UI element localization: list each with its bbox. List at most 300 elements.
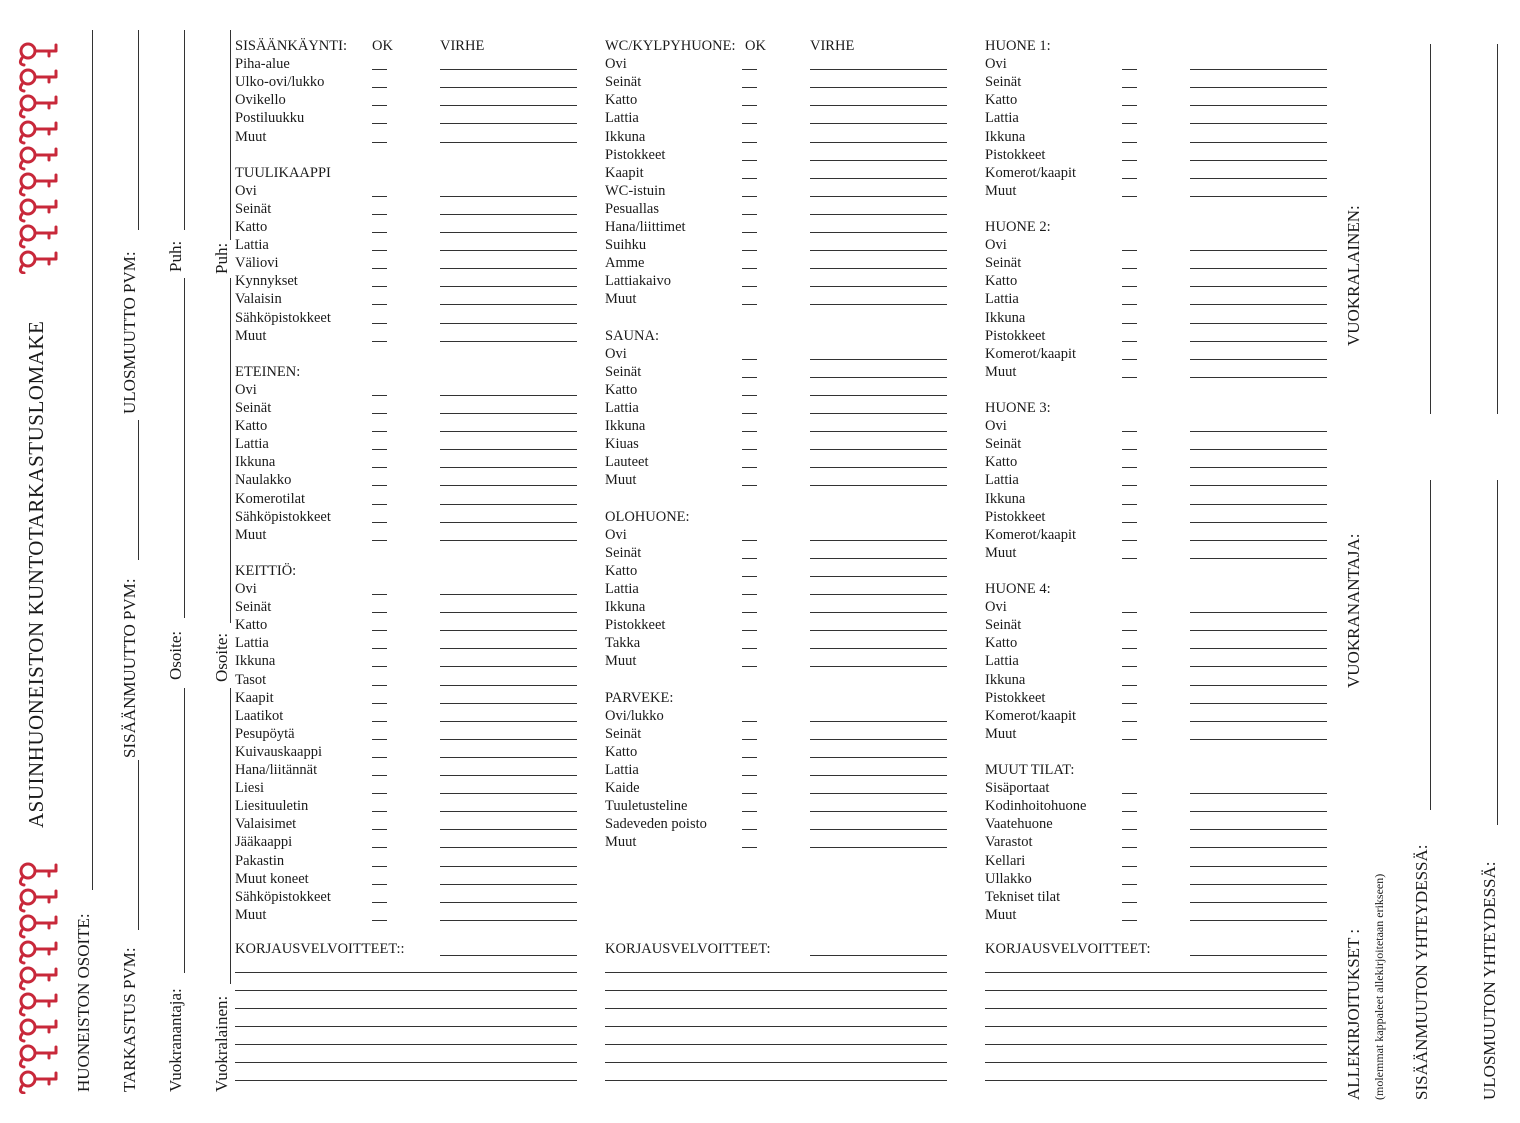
error-note-line[interactable]	[1190, 540, 1327, 541]
ok-checkbox-line[interactable]	[1122, 829, 1137, 830]
repair-obligations-line[interactable]	[235, 972, 577, 973]
tenant-signature-line-2[interactable]	[1497, 44, 1498, 414]
landlord-signature-line[interactable]	[1430, 480, 1431, 810]
ok-checkbox-line[interactable]	[742, 558, 757, 559]
ok-checkbox-line[interactable]	[372, 920, 387, 921]
ok-checkbox-line[interactable]	[742, 540, 757, 541]
error-note-line[interactable]	[810, 196, 947, 197]
error-note-line[interactable]	[440, 739, 577, 740]
error-note-line[interactable]	[440, 286, 577, 287]
ok-checkbox-line[interactable]	[372, 431, 387, 432]
ok-checkbox-line[interactable]	[372, 304, 387, 305]
error-note-line[interactable]	[1190, 178, 1327, 179]
error-note-line[interactable]	[810, 594, 947, 595]
ok-checkbox-line[interactable]	[742, 431, 757, 432]
error-note-line[interactable]	[1190, 721, 1327, 722]
ok-checkbox-line[interactable]	[742, 196, 757, 197]
section-title: WC/KYLPYHUONE:	[605, 38, 736, 54]
error-note-line[interactable]	[440, 630, 577, 631]
ok-checkbox-line[interactable]	[372, 685, 387, 686]
tenant-signature-label: VUOKRALAINEN:	[1344, 205, 1363, 346]
checklist-item: Ikkuna	[605, 599, 646, 616]
error-note-line[interactable]	[810, 142, 947, 143]
error-note-line[interactable]	[1190, 341, 1327, 342]
checklist-item: Muut	[605, 834, 637, 851]
repair-obligations-line[interactable]	[985, 1026, 1327, 1027]
ok-checkbox-line[interactable]	[372, 775, 387, 776]
ok-checkbox-line[interactable]	[372, 214, 387, 215]
repair-obligations-line[interactable]	[985, 1080, 1327, 1081]
ok-checkbox-line[interactable]	[742, 377, 757, 378]
error-note-line[interactable]	[810, 431, 947, 432]
ok-checkbox-line[interactable]	[372, 522, 387, 523]
checklist-item: Lattia	[605, 400, 639, 416]
ok-checkbox-line[interactable]	[1122, 721, 1137, 722]
tenant-line[interactable]	[230, 688, 231, 984]
repair-obligations-line[interactable]	[985, 1008, 1327, 1009]
error-note-line[interactable]	[1190, 793, 1327, 794]
error-note-line[interactable]	[1190, 884, 1327, 885]
ok-checkbox-line[interactable]	[1122, 866, 1137, 867]
error-note-line[interactable]	[810, 485, 947, 486]
landlord-line[interactable]	[184, 688, 185, 973]
ok-checkbox-line[interactable]	[372, 449, 387, 450]
error-note-line[interactable]	[1190, 431, 1327, 432]
error-note-line[interactable]	[1190, 811, 1327, 812]
error-note-line[interactable]	[1190, 666, 1327, 667]
error-note-line[interactable]	[1190, 866, 1327, 867]
error-note-line[interactable]	[440, 866, 577, 867]
error-note-line[interactable]	[1190, 377, 1327, 378]
error-note-line[interactable]	[1190, 323, 1327, 324]
checklist-item: Ovi	[605, 526, 627, 543]
ok-checkbox-line[interactable]	[1122, 142, 1137, 143]
error-note-line[interactable]	[440, 829, 577, 830]
ok-checkbox-line[interactable]	[372, 87, 387, 88]
ok-checkbox-line[interactable]	[372, 612, 387, 613]
error-note-line[interactable]	[810, 87, 947, 88]
checklist-item: Ikkuna	[985, 309, 1026, 326]
inspection-date-line[interactable]	[138, 760, 139, 930]
ok-checkbox-line[interactable]	[1122, 359, 1137, 360]
error-note-line[interactable]	[810, 558, 947, 559]
repair-obligations-line[interactable]	[605, 1026, 947, 1027]
ok-checkbox-line[interactable]	[372, 594, 387, 595]
ok-checkbox-line[interactable]	[1122, 304, 1137, 305]
ok-checkbox-line[interactable]	[742, 304, 757, 305]
ok-checkbox-line[interactable]	[372, 739, 387, 740]
ok-checkbox-line[interactable]	[1122, 558, 1137, 559]
error-note-line[interactable]	[440, 214, 577, 215]
ok-checkbox-line[interactable]	[742, 449, 757, 450]
checklist-item: Sadeveden poisto	[605, 816, 707, 833]
error-note-line[interactable]	[810, 847, 947, 848]
repair-obligations-line[interactable]	[985, 1044, 1327, 1045]
error-note-line[interactable]	[440, 522, 577, 523]
ok-checkbox-line[interactable]	[742, 467, 757, 468]
ok-checkbox-line[interactable]	[1122, 485, 1137, 486]
ok-checkbox-line[interactable]	[1122, 268, 1137, 269]
ok-checkbox-line[interactable]	[1122, 920, 1137, 921]
error-note-line[interactable]	[1190, 87, 1327, 88]
error-note-line[interactable]	[440, 504, 577, 505]
ok-checkbox-line[interactable]	[1122, 196, 1137, 197]
error-note-line[interactable]	[810, 160, 947, 161]
section-title: OLOHUONE:	[605, 508, 690, 525]
repair-obligations-line[interactable]	[1190, 955, 1327, 956]
ok-checkbox-line[interactable]	[372, 902, 387, 903]
error-note-line[interactable]	[810, 793, 947, 794]
ok-checkbox-line[interactable]	[1122, 123, 1137, 124]
ok-checkbox-line[interactable]	[1122, 160, 1137, 161]
repair-obligations-line[interactable]	[235, 1044, 577, 1045]
error-note-line[interactable]	[1190, 105, 1327, 106]
error-note-line[interactable]	[440, 232, 577, 233]
error-note-line[interactable]	[440, 395, 577, 396]
error-note-line[interactable]	[810, 811, 947, 812]
apartment-address-line[interactable]	[92, 30, 93, 890]
checklist-item: Hana/liitännät	[235, 762, 318, 778]
error-note-line[interactable]	[810, 232, 947, 233]
repair-obligations-line[interactable]	[235, 990, 577, 991]
ok-checkbox-line[interactable]	[1122, 847, 1137, 848]
checklist-item: Pesupöytä	[235, 725, 295, 742]
ok-checkbox-line[interactable]	[742, 648, 757, 649]
ok-checkbox-line[interactable]	[1122, 540, 1137, 541]
ok-checkbox-line[interactable]	[742, 359, 757, 360]
move-in-date-label: SISÄÄNMUUTTO PVM:	[120, 578, 139, 758]
error-note-line[interactable]	[440, 775, 577, 776]
checklist-item: Pistokkeet	[605, 146, 666, 163]
error-note-line[interactable]	[440, 721, 577, 722]
repair-obligations-line[interactable]	[235, 1080, 577, 1081]
ok-checkbox-line[interactable]	[742, 594, 757, 595]
error-note-line[interactable]	[1190, 739, 1327, 740]
error-note-line[interactable]	[440, 884, 577, 885]
error-note-line[interactable]	[440, 811, 577, 812]
ok-checkbox-line[interactable]	[742, 612, 757, 613]
error-note-line[interactable]	[440, 666, 577, 667]
ok-checkbox-line[interactable]	[372, 413, 387, 414]
ok-checkbox-line[interactable]	[1122, 504, 1137, 505]
repair-obligations-line[interactable]	[810, 955, 947, 956]
error-note-line[interactable]	[810, 739, 947, 740]
ok-checkbox-line[interactable]	[372, 268, 387, 269]
ok-checkbox-line[interactable]	[1122, 431, 1137, 432]
ok-checkbox-line[interactable]	[1122, 286, 1137, 287]
error-note-line[interactable]	[810, 105, 947, 106]
ok-checkbox-line[interactable]	[742, 811, 757, 812]
tenant-address-line[interactable]	[230, 278, 231, 623]
error-note-line[interactable]	[440, 431, 577, 432]
ok-checkbox-line[interactable]	[742, 666, 757, 667]
ok-checkbox-line[interactable]	[372, 648, 387, 649]
ok-checkbox-line[interactable]	[742, 232, 757, 233]
error-note-line[interactable]	[440, 793, 577, 794]
ok-checkbox-line[interactable]	[742, 757, 757, 758]
ok-checkbox-line[interactable]	[742, 178, 757, 179]
error-note-line[interactable]	[440, 142, 577, 143]
error-note-line[interactable]	[810, 757, 947, 758]
error-note-line[interactable]	[1190, 504, 1327, 505]
ok-checkbox-line[interactable]	[742, 413, 757, 414]
error-note-line[interactable]	[810, 467, 947, 468]
repair-obligations-line[interactable]	[235, 1008, 577, 1009]
ok-checkbox-line[interactable]	[1122, 630, 1137, 631]
tenant-signature-line[interactable]	[1430, 44, 1431, 414]
repair-obligations-line[interactable]	[605, 1062, 947, 1063]
error-note-line[interactable]	[1190, 847, 1327, 848]
error-note-line[interactable]	[1190, 648, 1327, 649]
ok-checkbox-line[interactable]	[372, 757, 387, 758]
landlord-address-line[interactable]	[184, 278, 185, 618]
inspection-date-label: TARKASTUS PVM:	[120, 947, 139, 1092]
error-note-line[interactable]	[1190, 703, 1327, 704]
error-note-line[interactable]	[810, 214, 947, 215]
error-note-line[interactable]	[440, 87, 577, 88]
error-note-line[interactable]	[440, 413, 577, 414]
error-note-line[interactable]	[810, 630, 947, 631]
error-note-line[interactable]	[1190, 685, 1327, 686]
ok-checkbox-line[interactable]	[1122, 341, 1137, 342]
repair-obligations-line[interactable]	[605, 990, 947, 991]
error-note-line[interactable]	[440, 612, 577, 613]
error-note-line[interactable]	[1190, 829, 1327, 830]
tenant-phone-label: Puh:	[212, 242, 231, 274]
error-note-line[interactable]	[810, 268, 947, 269]
ok-checkbox-line[interactable]	[742, 87, 757, 88]
error-note-line[interactable]	[440, 449, 577, 450]
ok-checkbox-line[interactable]	[1122, 739, 1137, 740]
ok-checkbox-line[interactable]	[372, 485, 387, 486]
landlord-signature-line-2[interactable]	[1497, 480, 1498, 825]
ok-checkbox-line[interactable]	[372, 884, 387, 885]
ok-checkbox-line[interactable]	[1122, 178, 1137, 179]
move-in-date-line[interactable]	[138, 420, 139, 560]
ok-checkbox-line[interactable]	[372, 630, 387, 631]
repair-obligations-line[interactable]	[605, 972, 947, 973]
ok-checkbox-line[interactable]	[742, 69, 757, 70]
ok-checkbox-line[interactable]	[372, 323, 387, 324]
error-note-line[interactable]	[440, 757, 577, 758]
error-note-line[interactable]	[440, 123, 577, 124]
error-note-line[interactable]	[1190, 522, 1327, 523]
error-note-line[interactable]	[810, 721, 947, 722]
checklist-item: Ikkuna	[605, 418, 646, 435]
ok-checkbox-line[interactable]	[372, 847, 387, 848]
repair-obligations-line[interactable]	[985, 990, 1327, 991]
error-note-line[interactable]	[440, 105, 577, 106]
ok-checkbox-line[interactable]	[372, 395, 387, 396]
ok-checkbox-line[interactable]	[742, 214, 757, 215]
ok-checkbox-line[interactable]	[742, 485, 757, 486]
ok-checkbox-line[interactable]	[742, 268, 757, 269]
ok-checkbox-line[interactable]	[1122, 666, 1137, 667]
ok-checkbox-line[interactable]	[1122, 449, 1137, 450]
error-note-line[interactable]	[440, 304, 577, 305]
ok-checkbox-line[interactable]	[372, 286, 387, 287]
ok-checkbox-line[interactable]	[372, 721, 387, 722]
ok-checkbox-line[interactable]	[372, 666, 387, 667]
ok-checkbox-line[interactable]	[372, 829, 387, 830]
section-title: PARVEKE:	[605, 689, 674, 706]
ok-checkbox-line[interactable]	[742, 576, 757, 577]
error-note-line[interactable]	[1190, 902, 1327, 903]
ok-checkbox-line[interactable]	[1122, 902, 1137, 903]
repair-obligations-line[interactable]	[235, 1062, 577, 1063]
error-note-line[interactable]	[440, 323, 577, 324]
ok-checkbox-line[interactable]	[372, 703, 387, 704]
error-note-line[interactable]	[810, 359, 947, 360]
error-note-line[interactable]	[810, 395, 947, 396]
error-note-line[interactable]	[810, 449, 947, 450]
ok-checkbox-line[interactable]	[372, 250, 387, 251]
error-note-line[interactable]	[1190, 160, 1327, 161]
ok-checkbox-line[interactable]	[1122, 703, 1137, 704]
tenant-phone-line[interactable]	[230, 30, 231, 240]
ok-checkbox-line[interactable]	[1122, 105, 1137, 106]
ok-checkbox-line[interactable]	[742, 250, 757, 251]
checklist-item: Tuuletusteline	[605, 798, 688, 815]
error-note-line[interactable]	[810, 648, 947, 649]
ok-checkbox-line[interactable]	[742, 630, 757, 631]
ok-checkbox-line[interactable]	[1122, 612, 1137, 613]
error-note-line[interactable]	[810, 178, 947, 179]
ok-checkbox-line[interactable]	[372, 341, 387, 342]
error-note-line[interactable]	[1190, 142, 1327, 143]
error-note-line[interactable]	[810, 775, 947, 776]
move-out-date-line[interactable]	[138, 30, 139, 230]
landlord-phone-line[interactable]	[184, 30, 185, 230]
error-note-line[interactable]	[1190, 268, 1327, 269]
error-note-line[interactable]	[1190, 449, 1327, 450]
repair-obligations-line[interactable]	[440, 955, 577, 956]
ok-checkbox-line[interactable]	[372, 793, 387, 794]
ok-checkbox-line[interactable]	[742, 775, 757, 776]
ok-checkbox-line[interactable]	[1122, 69, 1137, 70]
ok-checkbox-line[interactable]	[372, 811, 387, 812]
ok-checkbox-line[interactable]	[742, 123, 757, 124]
error-note-line[interactable]	[1190, 359, 1327, 360]
ok-checkbox-line[interactable]	[742, 829, 757, 830]
error-note-line[interactable]	[810, 576, 947, 577]
ok-checkbox-line[interactable]	[372, 866, 387, 867]
ok-checkbox-line[interactable]	[1122, 377, 1137, 378]
ok-checkbox-line[interactable]	[742, 286, 757, 287]
error-note-line[interactable]	[1190, 630, 1327, 631]
error-note-line[interactable]	[440, 196, 577, 197]
ok-checkbox-line[interactable]	[1122, 87, 1137, 88]
error-note-line[interactable]	[440, 69, 577, 70]
error-note-line[interactable]	[440, 540, 577, 541]
checklist-item: Ikkuna	[605, 128, 646, 145]
error-note-line[interactable]	[1190, 612, 1327, 613]
error-note-line[interactable]	[440, 920, 577, 921]
error-note-line[interactable]	[810, 612, 947, 613]
error-note-line[interactable]	[810, 250, 947, 251]
error-note-line[interactable]	[440, 703, 577, 704]
ok-checkbox-line[interactable]	[742, 160, 757, 161]
repair-obligations-line[interactable]	[985, 1062, 1327, 1063]
ok-checkbox-line[interactable]	[1122, 522, 1137, 523]
section-title: SISÄÄNKÄYNTI:	[235, 38, 347, 54]
ok-checkbox-line[interactable]	[742, 847, 757, 848]
error-note-line[interactable]	[440, 594, 577, 595]
ok-checkbox-line[interactable]	[1122, 811, 1137, 812]
ok-checkbox-line[interactable]	[1122, 250, 1137, 251]
error-note-line[interactable]	[1190, 196, 1327, 197]
error-note-line[interactable]	[440, 685, 577, 686]
ok-checkbox-line[interactable]	[372, 123, 387, 124]
ok-checkbox-line[interactable]	[372, 142, 387, 143]
error-note-line[interactable]	[1190, 286, 1327, 287]
error-note-line[interactable]	[440, 250, 577, 251]
repair-obligations-line[interactable]	[605, 1080, 947, 1081]
error-note-line[interactable]	[1190, 467, 1327, 468]
ok-checkbox-line[interactable]	[742, 142, 757, 143]
error-note-line[interactable]	[440, 268, 577, 269]
error-note-line[interactable]	[1190, 485, 1327, 486]
error-note-line[interactable]	[440, 485, 577, 486]
error-note-line[interactable]	[810, 69, 947, 70]
error-note-line[interactable]	[1190, 123, 1327, 124]
ok-checkbox-line[interactable]	[372, 232, 387, 233]
error-note-line[interactable]	[810, 123, 947, 124]
ok-checkbox-line[interactable]	[372, 540, 387, 541]
ok-checkbox-line[interactable]	[1122, 793, 1137, 794]
error-note-line[interactable]	[1190, 558, 1327, 559]
error-note-line[interactable]	[810, 666, 947, 667]
ok-checkbox-line[interactable]	[742, 793, 757, 794]
repair-obligations-line[interactable]	[985, 972, 1327, 973]
ok-checkbox-line[interactable]	[372, 69, 387, 70]
ok-checkbox-line[interactable]	[372, 105, 387, 106]
ok-checkbox-line[interactable]	[1122, 323, 1137, 324]
ok-checkbox-line[interactable]	[1122, 685, 1137, 686]
ok-checkbox-line[interactable]	[1122, 648, 1137, 649]
error-note-line[interactable]	[1190, 69, 1327, 70]
ok-checkbox-line[interactable]	[1122, 467, 1137, 468]
repair-obligations-line[interactable]	[605, 1044, 947, 1045]
ok-checkbox-line[interactable]	[742, 105, 757, 106]
error-note-line[interactable]	[1190, 304, 1327, 305]
error-note-line[interactable]	[440, 467, 577, 468]
error-note-line[interactable]	[810, 829, 947, 830]
error-note-line[interactable]	[1190, 920, 1327, 921]
ok-checkbox-line[interactable]	[372, 467, 387, 468]
ok-checkbox-line[interactable]	[372, 504, 387, 505]
error-note-line[interactable]	[440, 648, 577, 649]
ok-checkbox-line[interactable]	[372, 196, 387, 197]
error-note-line[interactable]	[440, 341, 577, 342]
repair-obligations-line[interactable]	[605, 1008, 947, 1009]
error-note-line[interactable]	[810, 413, 947, 414]
error-note-line[interactable]	[440, 902, 577, 903]
error-note-line[interactable]	[810, 540, 947, 541]
error-note-line[interactable]	[810, 304, 947, 305]
error-note-line[interactable]	[810, 377, 947, 378]
ok-checkbox-line[interactable]	[742, 721, 757, 722]
error-note-line[interactable]	[1190, 250, 1327, 251]
ok-checkbox-line[interactable]	[1122, 884, 1137, 885]
checklist-item: Katto	[235, 219, 268, 235]
ok-checkbox-line[interactable]	[742, 395, 757, 396]
error-note-line[interactable]	[810, 286, 947, 287]
repair-obligations-line[interactable]	[235, 1026, 577, 1027]
checklist-item: Kodinhoitohuone	[985, 798, 1087, 815]
error-note-line[interactable]	[440, 847, 577, 848]
ok-checkbox-line[interactable]	[742, 739, 757, 740]
